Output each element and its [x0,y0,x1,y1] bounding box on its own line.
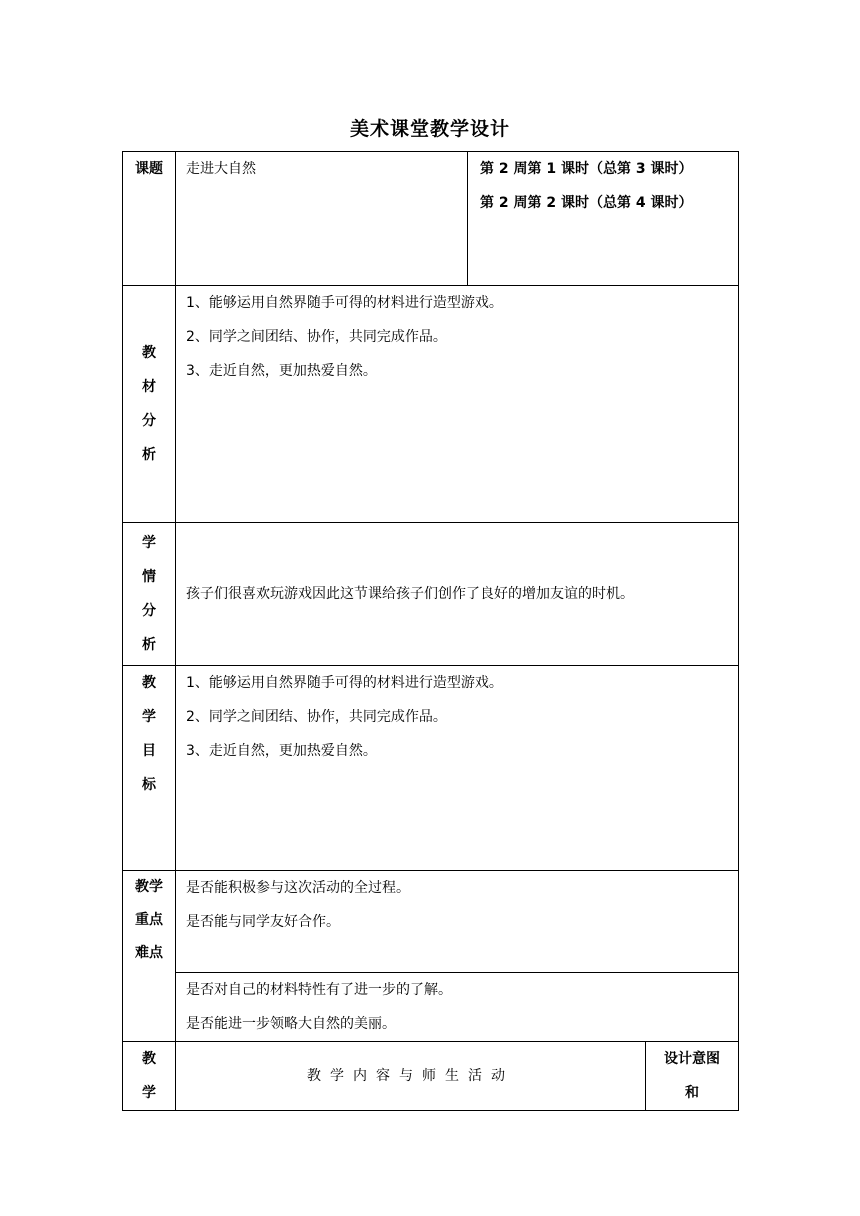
page-title: 美术课堂教学设计 [349,118,510,140]
material-analysis-label-char: 析 [142,447,156,463]
teaching-goals-label-char: 学 [142,709,156,725]
design-intent-line: 设计意图 [664,1051,720,1067]
design-intent-header [646,1042,739,1111]
teaching-goals-content [176,666,739,871]
process-content-header: 教学内容与师生活动 [176,1042,646,1111]
teaching-goals-label-char: 目 [142,743,156,759]
student-analysis-label-char: 学 [142,535,156,551]
goal-line: 3、走近自然，更加热爱自然。 [186,743,377,759]
key-point-line: 是否能积极参与这次活动的全过程。 [186,880,410,896]
key-points-content [176,871,739,973]
teaching-goals-row [123,666,739,871]
teaching-goals-label-char: 标 [142,777,156,793]
process-label-char: 教 [142,1051,156,1067]
key-points-row [123,871,739,973]
student-analysis-label-char: 分 [142,603,156,619]
goal-line: 1、能够运用自然界随手可得的材料进行造型游戏。 [186,675,503,691]
schedule-line-2: 第 2 周第 2 课时（总第 4 课时） [480,195,693,211]
material-analysis-row [123,286,739,523]
material-analysis-content [176,286,739,523]
process-label-cell [123,1042,176,1111]
topic-label: 课题 [135,161,163,177]
key-difficulty-label-line: 难点 [135,945,163,961]
material-line: 3、走近自然，更加热爱自然。 [186,363,377,379]
material-analysis-label-cell [123,286,176,523]
student-analysis-label-cell [123,523,176,666]
material-analysis-label-char: 分 [142,413,156,429]
topic-value: 走进大自然 [186,161,256,177]
student-analysis-content [176,523,739,666]
goal-line: 2、同学之间团结、协作，共同完成作品。 [186,709,447,725]
process-label-char: 学 [142,1085,156,1101]
teaching-goals-label-cell [123,666,176,871]
lesson-plan-table [122,151,739,1111]
difficulty-line: 是否能进一步领略大自然的美丽。 [186,1016,396,1032]
topic-value-cell [176,152,468,286]
topic-label-cell [123,152,176,286]
student-analysis-label-char: 情 [142,569,156,585]
key-difficulty-label-cell [123,871,176,1042]
key-difficulty-label-line: 教学 [135,879,163,895]
key-point-line: 是否能与同学友好合作。 [186,914,340,930]
material-line: 2、同学之间团结、协作，共同完成作品。 [186,329,447,345]
material-analysis-label-char: 材 [142,379,156,395]
process-header-row [123,1042,739,1111]
teaching-goals-label-char: 教 [142,675,156,691]
schedule-line-1: 第 2 周第 1 课时（总第 3 课时） [480,161,693,177]
topic-row [123,152,739,286]
student-analysis-text: 孩子们很喜欢玩游戏因此这节课给孩子们创作了良好的增加友谊的时机。 [186,586,634,602]
schedule-cell [468,152,739,286]
material-analysis-label-char: 教 [142,345,156,361]
difficulty-content [176,973,739,1042]
difficulty-line: 是否对自己的材料特性有了进一步的了解。 [186,982,452,998]
key-difficulty-label-line: 重点 [135,912,163,928]
material-line: 1、能够运用自然界随手可得的材料进行造型游戏。 [186,295,503,311]
student-analysis-row [123,523,739,666]
student-analysis-label-char: 析 [142,637,156,653]
design-intent-line: 和 [685,1085,699,1101]
difficulty-row [123,973,739,1042]
